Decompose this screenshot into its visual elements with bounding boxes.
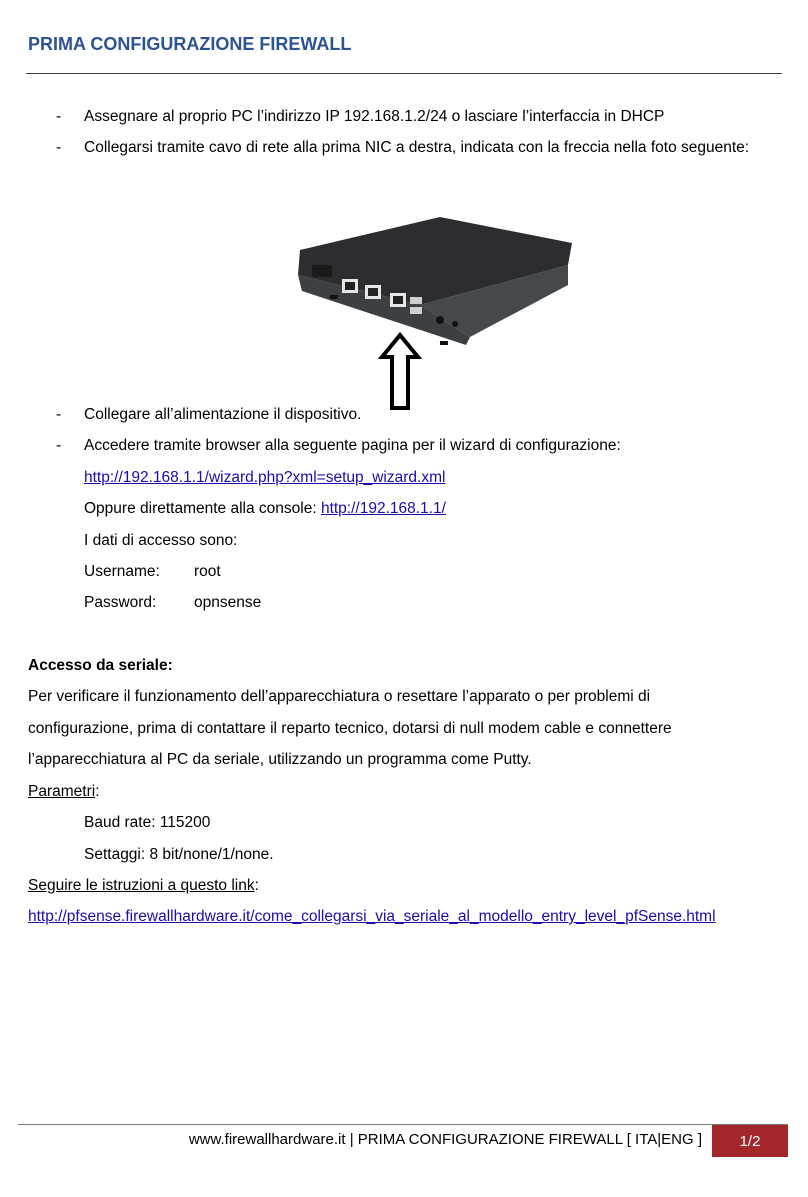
page-number-badge: 1/2	[712, 1125, 788, 1157]
bullet-dash: -	[56, 406, 62, 423]
title-divider	[26, 73, 782, 74]
params-label: Parametri	[28, 783, 96, 800]
serial-heading: Accesso da seriale:	[28, 657, 173, 674]
footer-divider	[18, 1124, 788, 1125]
bullet-power: Collegare all’alimentazione il dispositivo.	[84, 406, 362, 423]
serial-paragraph-line: Per verificare il funzionamento dell’apparecchiatura o resettare l’apparato o per problemi di	[28, 688, 651, 705]
firewall-device-photo	[290, 205, 580, 355]
power-led-icon	[436, 316, 444, 324]
serial-port-icon	[312, 265, 332, 277]
console-prefix: Oppure direttamente alla console:	[84, 500, 321, 517]
password-value: opnsense	[194, 594, 262, 611]
password-label: Password:	[84, 594, 157, 611]
username-label: Username:	[84, 563, 160, 580]
page-title: PRIMA CONFIGURAZIONE FIREWALL	[28, 34, 352, 54]
serial-paragraph-line: l’apparecchiatura al PC da seriale, utilizzando un programma come Putty.	[28, 751, 532, 768]
bullet-dash: -	[56, 437, 62, 454]
bullet-connect-nic: Collegarsi tramite cavo di rete alla prima NIC a destra, indicata con la freccia nella foto seguente:	[84, 139, 750, 156]
serial-settings: Settaggi: 8 bit/none/1/none.	[84, 846, 274, 863]
up-arrow-icon	[378, 332, 422, 412]
bullet-assign-ip: Assegnare al proprio PC l’indirizzo IP 192.168.1.2/24 o lasciare l’interfaccia in DHCP	[84, 108, 665, 125]
bullet-dash: -	[56, 139, 62, 156]
serial-guide-link[interactable]: http://pfsense.firewallhardware.it/come_collegarsi_via_seriale_al_modello_entry_level_pfSense.html	[28, 908, 716, 925]
access-intro: I dati di accesso sono:	[84, 532, 238, 549]
baud-rate: Baud rate: 115200	[84, 814, 211, 831]
console-link[interactable]: http://192.168.1.1/	[320, 500, 446, 517]
wizard-link[interactable]: http://192.168.1.1/wizard.php?xml=setup_wizard.xml	[84, 469, 446, 486]
username-value: root	[194, 563, 221, 580]
usb-port-icon	[410, 297, 422, 304]
usb-port-icon	[410, 307, 422, 314]
bullet-dash: -	[56, 108, 62, 125]
follow-label: Seguire le istruzioni a questo link	[28, 877, 255, 894]
serial-paragraph-line: configurazione, prima di contattare il reparto tecnico, dotarsi di null modem cable e connettere	[28, 720, 672, 737]
footer-text: www.firewallhardware.it | PRIMA CONFIGURAZIONE FIREWALL [ ITA|ENG ]	[188, 1131, 702, 1148]
bullet-browser: Accedere tramite browser alla seguente pagina per il wizard di configurazione:	[84, 437, 621, 454]
